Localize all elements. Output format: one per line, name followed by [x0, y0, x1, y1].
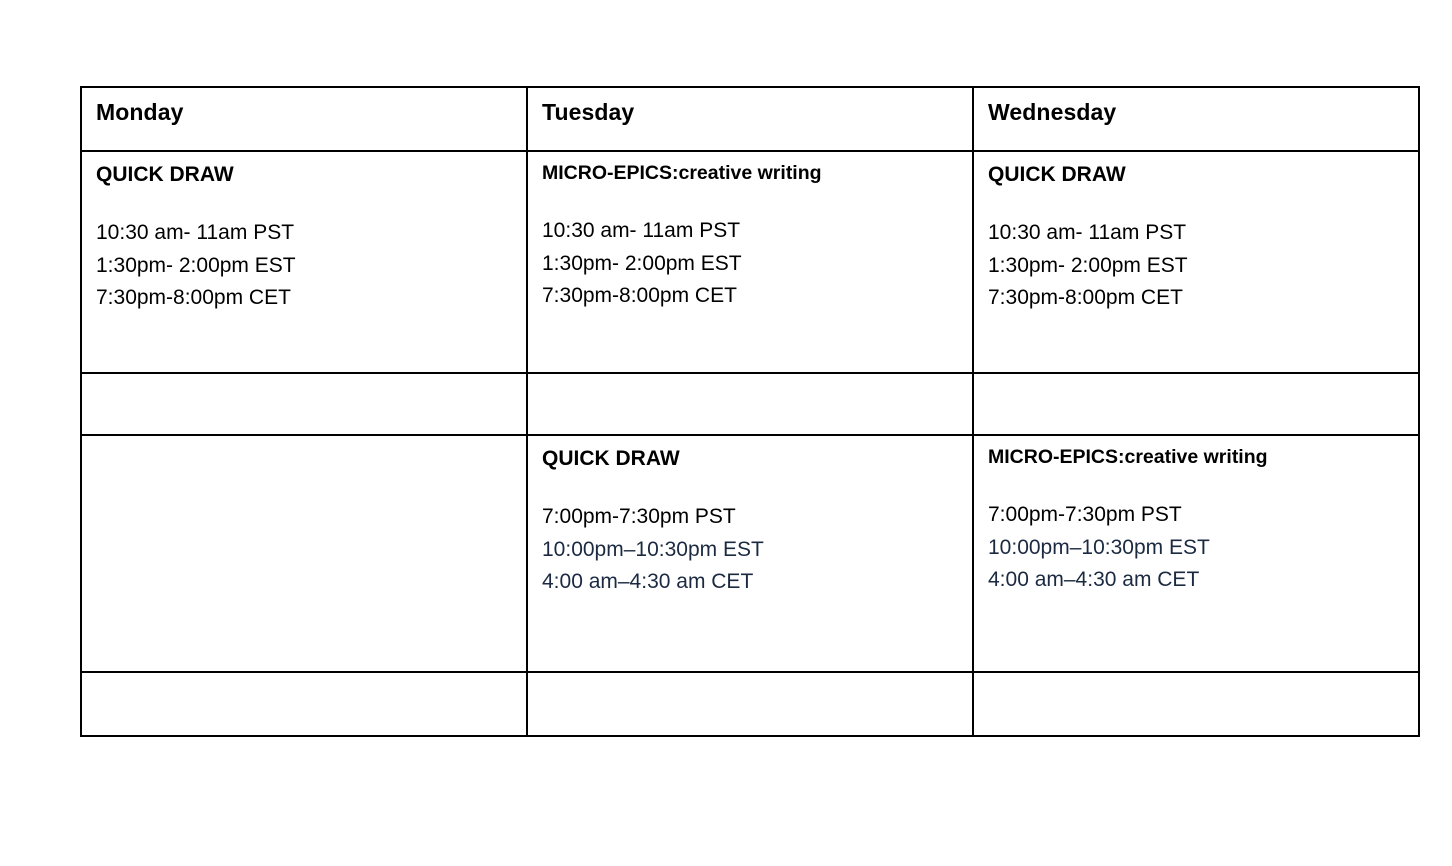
weekly-schedule-table [80, 86, 1420, 737]
session-title: MICRO-EPICS:creative writing [988, 446, 1268, 468]
session-time-cet: 4:00 am–4:30 am CET [988, 568, 1200, 592]
empty-cell-wednesday-spacer-two [973, 672, 1419, 736]
table-header-row [81, 87, 1419, 151]
session-times [96, 217, 512, 315]
empty-cell-monday-evening [81, 435, 527, 672]
session-times [542, 215, 958, 313]
session-time-est: 1:30pm- 2:00pm EST [96, 253, 296, 277]
table-row [81, 373, 1419, 435]
empty-cell-tuesday-spacer-two [527, 672, 973, 736]
session-title: MICRO-EPICS:creative writing [542, 162, 822, 184]
session-cell-wednesday-evening [973, 435, 1419, 672]
session-cell-wednesday-morning [973, 151, 1419, 373]
session-cell-monday-morning [81, 151, 527, 373]
session-time-pst: 7:00pm-7:30pm PST [542, 505, 736, 529]
session-time-pst: 10:30 am- 11am PST [542, 219, 741, 243]
header-cell-monday [81, 87, 527, 151]
header-cell-tuesday [527, 87, 973, 151]
session-time-cet: 7:30pm-8:00pm CET [542, 284, 737, 308]
table-row [81, 435, 1419, 672]
session-cell-tuesday-morning [527, 151, 973, 373]
empty-cell-monday-spacer-one [81, 373, 527, 435]
session-cell-tuesday-evening [527, 435, 973, 672]
empty-cell-monday-spacer-two [81, 672, 527, 736]
session-time-est: 10:00pm–10:30pm EST [542, 537, 764, 561]
session-title: QUICK DRAW [96, 163, 234, 186]
session-time-est: 1:30pm- 2:00pm EST [988, 253, 1188, 277]
day-label-tuesday: Tuesday [542, 99, 635, 125]
session-time-pst: 7:00pm-7:30pm PST [988, 503, 1182, 527]
empty-cell-wednesday-spacer-one [973, 373, 1419, 435]
header-cell-wednesday [973, 87, 1419, 151]
session-time-cet: 7:30pm-8:00pm CET [988, 286, 1183, 310]
session-time-cet: 7:30pm-8:00pm CET [96, 286, 291, 310]
session-title: QUICK DRAW [542, 447, 680, 470]
session-times [542, 501, 958, 599]
day-label-monday: Monday [96, 99, 184, 125]
session-time-est: 1:30pm- 2:00pm EST [542, 251, 742, 275]
session-time-pst: 10:30 am- 11am PST [988, 221, 1187, 245]
empty-cell-tuesday-spacer-one [527, 373, 973, 435]
table-row [81, 672, 1419, 736]
session-time-est: 10:00pm–10:30pm EST [988, 535, 1210, 559]
session-time-pst: 10:30 am- 11am PST [96, 221, 295, 245]
session-time-cet: 4:00 am–4:30 am CET [542, 570, 754, 594]
session-times [988, 217, 1404, 315]
session-times [988, 499, 1404, 597]
table-row [81, 151, 1419, 373]
day-label-wednesday: Wednesday [988, 99, 1117, 125]
session-title: QUICK DRAW [988, 163, 1126, 186]
